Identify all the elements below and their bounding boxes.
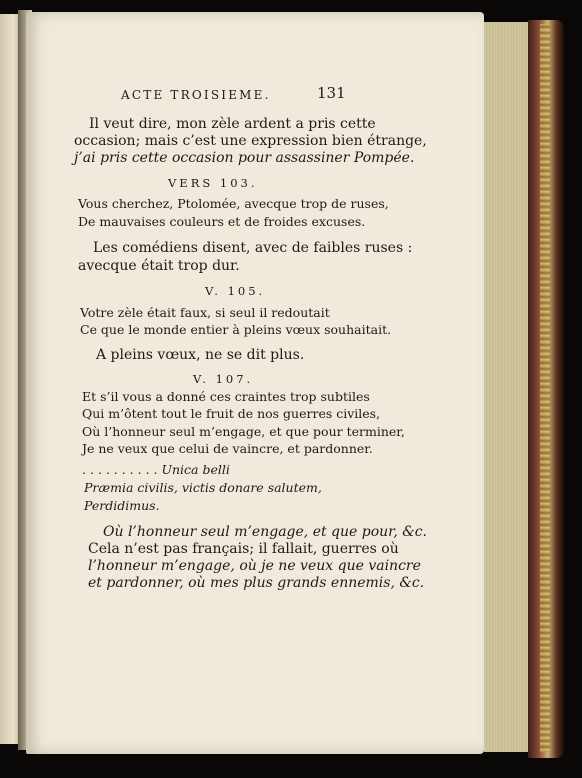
text-line: A pleins vœux, ne se dit plus. [96, 347, 305, 363]
text-line: Ce que le monde entier à pleins vœux souhaitait. [80, 322, 392, 337]
text-line: l’honneur m’engage, où je ne veux que vaincre [88, 558, 421, 574]
text-line: j’ai pris cette occasion pour assassiner Pompée. [74, 150, 415, 166]
text-line: Où l’honneur seul m’engage, et que pour, &c. [103, 524, 427, 540]
gilt-edge [540, 24, 550, 752]
text-line: . . . . . . . . . . Unica belli [82, 462, 230, 477]
text-line: occasion; mais c’est une expression bien étrange, [74, 133, 427, 149]
text-line: Cela n’est pas français; il fallait, guerres où [88, 541, 399, 557]
text-line: De mauvaises couleurs et de froides excuses. [78, 214, 366, 229]
text-line: V. 107. [193, 372, 254, 386]
text-line: Et s’il vous a donné ces craintes trop subtiles [82, 389, 370, 404]
text-line: Vous cherchez, Ptolomée, avecque trop de ruses, [78, 196, 389, 211]
text-line: et pardonner, où mes plus grands ennemis, &c. [88, 575, 425, 591]
running-head: ACTE TROISIEME. [121, 88, 271, 102]
text-line: Præmia civilis, victis donare salutem, [84, 480, 322, 495]
text-line: Où l’honneur seul m’engage, et que pour terminer, [82, 424, 405, 439]
text-line: Perdidimus. [84, 498, 160, 513]
text-line: avecque était trop dur. [78, 258, 240, 274]
page-number: 131 [317, 84, 346, 102]
text-line: Qui m’ôtent tout le fruit de nos guerres civiles, [82, 406, 381, 421]
text-line: Votre zèle était faux, si seul il redoutait [80, 305, 330, 320]
text-line: Les comédiens disent, avec de faibles ruses : [93, 240, 413, 256]
text-line: Il veut dire, mon zèle ardent a pris cette [89, 116, 376, 132]
text-line: Je ne veux que celui de vaincre, et pardonner. [82, 441, 373, 456]
text-line: VERS 103. [168, 176, 258, 190]
text-line: V. 105. [205, 284, 266, 298]
